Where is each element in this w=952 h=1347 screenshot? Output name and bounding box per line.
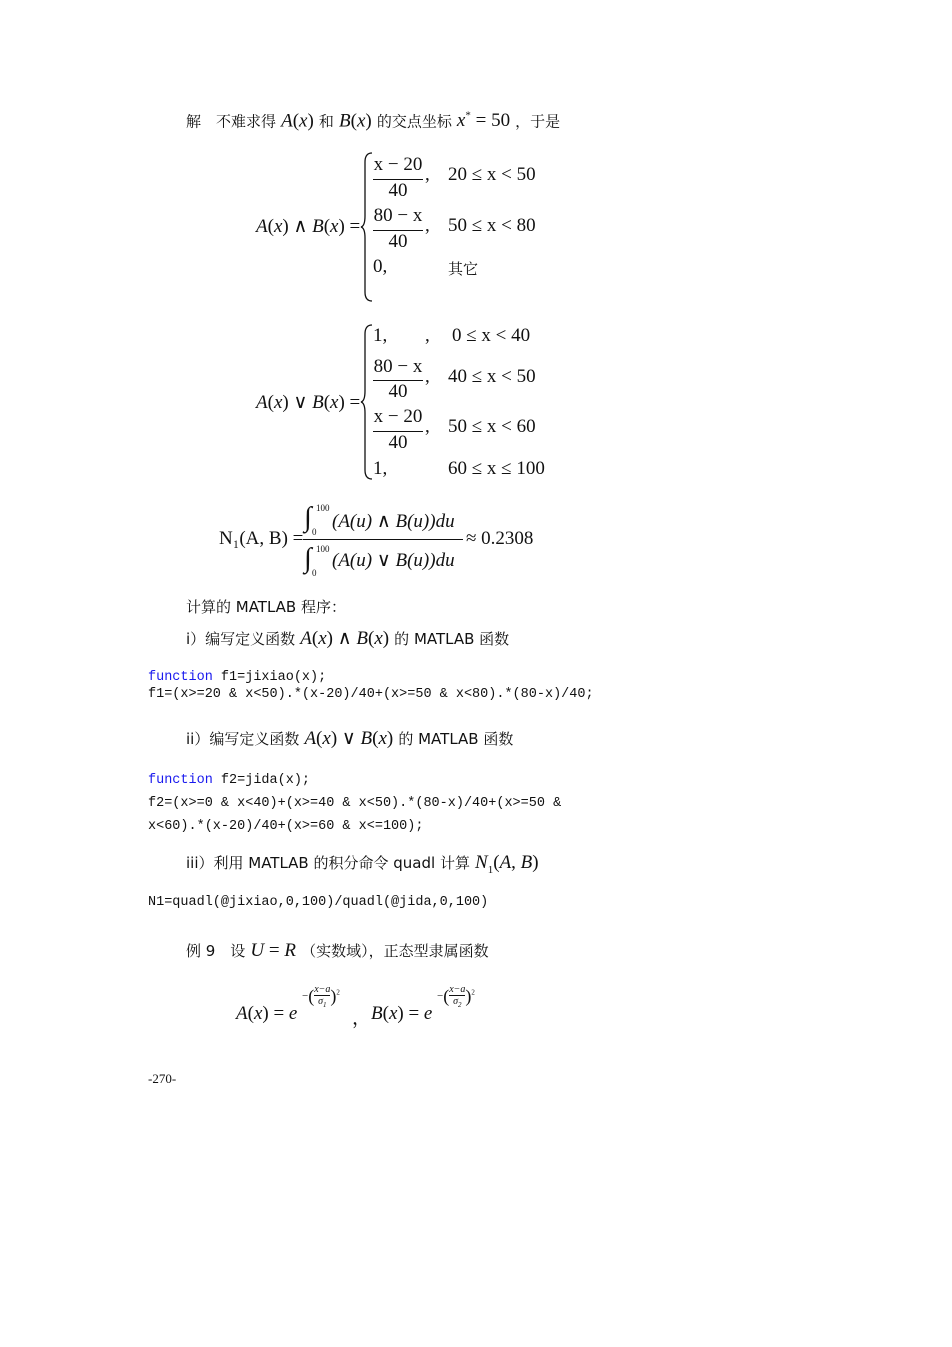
or-case-2-cond: 40 ≤ x < 50 [448, 366, 536, 387]
code-block-3: N1=quadl(@jixiao,0,100)/quadl(@jida,0,100) [148, 895, 489, 910]
integral-upper: 100 [316, 544, 330, 554]
solution-after: 的交点坐标 [376, 112, 452, 131]
u-equals-r: U = R [250, 940, 296, 961]
fraction-bar [303, 539, 463, 540]
step-2-suffix: 的 MATLAB 函数 [398, 730, 514, 748]
solution-tail: ，于是 [515, 112, 561, 131]
step-2 [186, 729, 513, 749]
code-block-1 [148, 669, 594, 703]
and-lhs: A(x) ∧ B(x) = [256, 216, 361, 237]
and-case-1-den: 40 [388, 180, 408, 201]
n1-num-expr: (A(u) ∧ B(u))du [332, 511, 455, 532]
n1-symbol: $N_1(A$, B) [475, 852, 539, 876]
ax-symbol: A(x) [281, 110, 314, 132]
comma: ， [352, 1008, 372, 1029]
code-line: f2=(x>=0 & x<40)+(x>=40 & x<50).*(80-x)/40+(x>=50 & [148, 796, 562, 811]
and-case-1-num: x − 20 [373, 154, 423, 175]
n1-lhs: N₁(A, B) = [219, 528, 304, 549]
or-case-1-cond: 0 ≤ x < 40 [452, 325, 531, 346]
step-1-suffix: 的 MATLAB 函数 [394, 630, 510, 648]
or-symbol: A(x) ∨ B(x) [304, 728, 394, 749]
or-case-3-den: 40 [388, 432, 408, 453]
code-keyword: function [148, 773, 213, 788]
comma: , [425, 366, 430, 387]
code-line: f1=jixiao(x); [212, 670, 327, 685]
page-number: -270- [148, 1071, 177, 1086]
integral-lower: 0 [312, 527, 317, 537]
or-case-2-den: 40 [388, 381, 408, 402]
n1-den-expr: (A(u) ∨ B(u))du [332, 550, 455, 571]
or-case-2-num: 80 − x [373, 356, 423, 377]
or-case-1-sep: , [425, 325, 430, 346]
or-lhs: A(x) ∨ B(x) = [256, 392, 361, 413]
step-2-prefix: ii）编写定义函数 [186, 730, 300, 748]
or-case-1-val: 1, [373, 325, 388, 346]
or-case-3-num: x − 20 [373, 406, 423, 427]
integral-sign: ∫ [304, 502, 312, 533]
n1-approx: ≈ 0.2308 [466, 528, 534, 549]
integral-upper: 100 [316, 503, 330, 513]
solution-prefix: 解 不难求得 [186, 112, 277, 131]
comma: , [425, 215, 430, 236]
or-case-4-cond: 60 ≤ x ≤ 100 [448, 458, 545, 479]
and-case-3-val: 0, [373, 256, 388, 277]
code-line: x<60).*(x-20)/40+(x>=60 & x<=100); [148, 819, 424, 834]
ax-exponent: −( $\frac{x-a}{\sigma_1}$ )$^2$ [302, 984, 340, 1009]
and-brace [360, 152, 374, 302]
code-block-2 [148, 769, 561, 838]
integral-sign: ∫ [304, 543, 312, 574]
step-1 [186, 629, 509, 649]
example-label: 例 9 设 [186, 942, 246, 960]
or-case-3-cond: 50 ≤ x < 60 [448, 416, 536, 437]
step-1-prefix: i）编写定义函数 [186, 630, 296, 648]
and-symbol: A(x) ∧ B(x) [300, 628, 390, 649]
and-case-2-cond: 50 ≤ x < 80 [448, 215, 536, 236]
ax-gaussian: A(x) = e [236, 1003, 298, 1024]
and-case-2-num: 80 − x [373, 205, 423, 226]
comma: , [425, 164, 430, 185]
or-case-4-val: 1, [373, 458, 388, 479]
code-keyword: function [148, 670, 213, 685]
bx-gaussian: B(x) = e [371, 1003, 433, 1024]
and-case-2-den: 40 [388, 231, 408, 252]
example-rest: （实数域），正态型隶属函数 [301, 942, 489, 960]
integral-lower: 0 [312, 568, 317, 578]
bx-symbol: B(x) [339, 110, 372, 132]
example-9 [186, 941, 489, 961]
step-3-prefix: iii）利用 MATLAB 的积分命令 quadl 计算 [186, 854, 470, 872]
and-case-3-cond: 其它 [448, 260, 479, 278]
code-line: f1=(x>=20 & x<50).*(x-20)/40+(x>=50 & x<80).*(80-x)/40; [148, 687, 594, 702]
matlab-intro: 计算的 MATLAB 程序： [186, 598, 346, 616]
code-line: f2=jida(x); [212, 773, 311, 788]
step-3 [186, 853, 539, 880]
solution-line [186, 106, 560, 131]
comma: , [425, 416, 430, 437]
bx-exponent: −( $\frac{x-a}{\sigma_2}$ )$^2$ [437, 984, 475, 1009]
intersection-eq: x* = 50 [456, 110, 511, 132]
or-brace [360, 324, 374, 480]
and-case-1-cond: 20 ≤ x < 50 [448, 164, 536, 185]
solution-middle: 和 [318, 112, 334, 131]
